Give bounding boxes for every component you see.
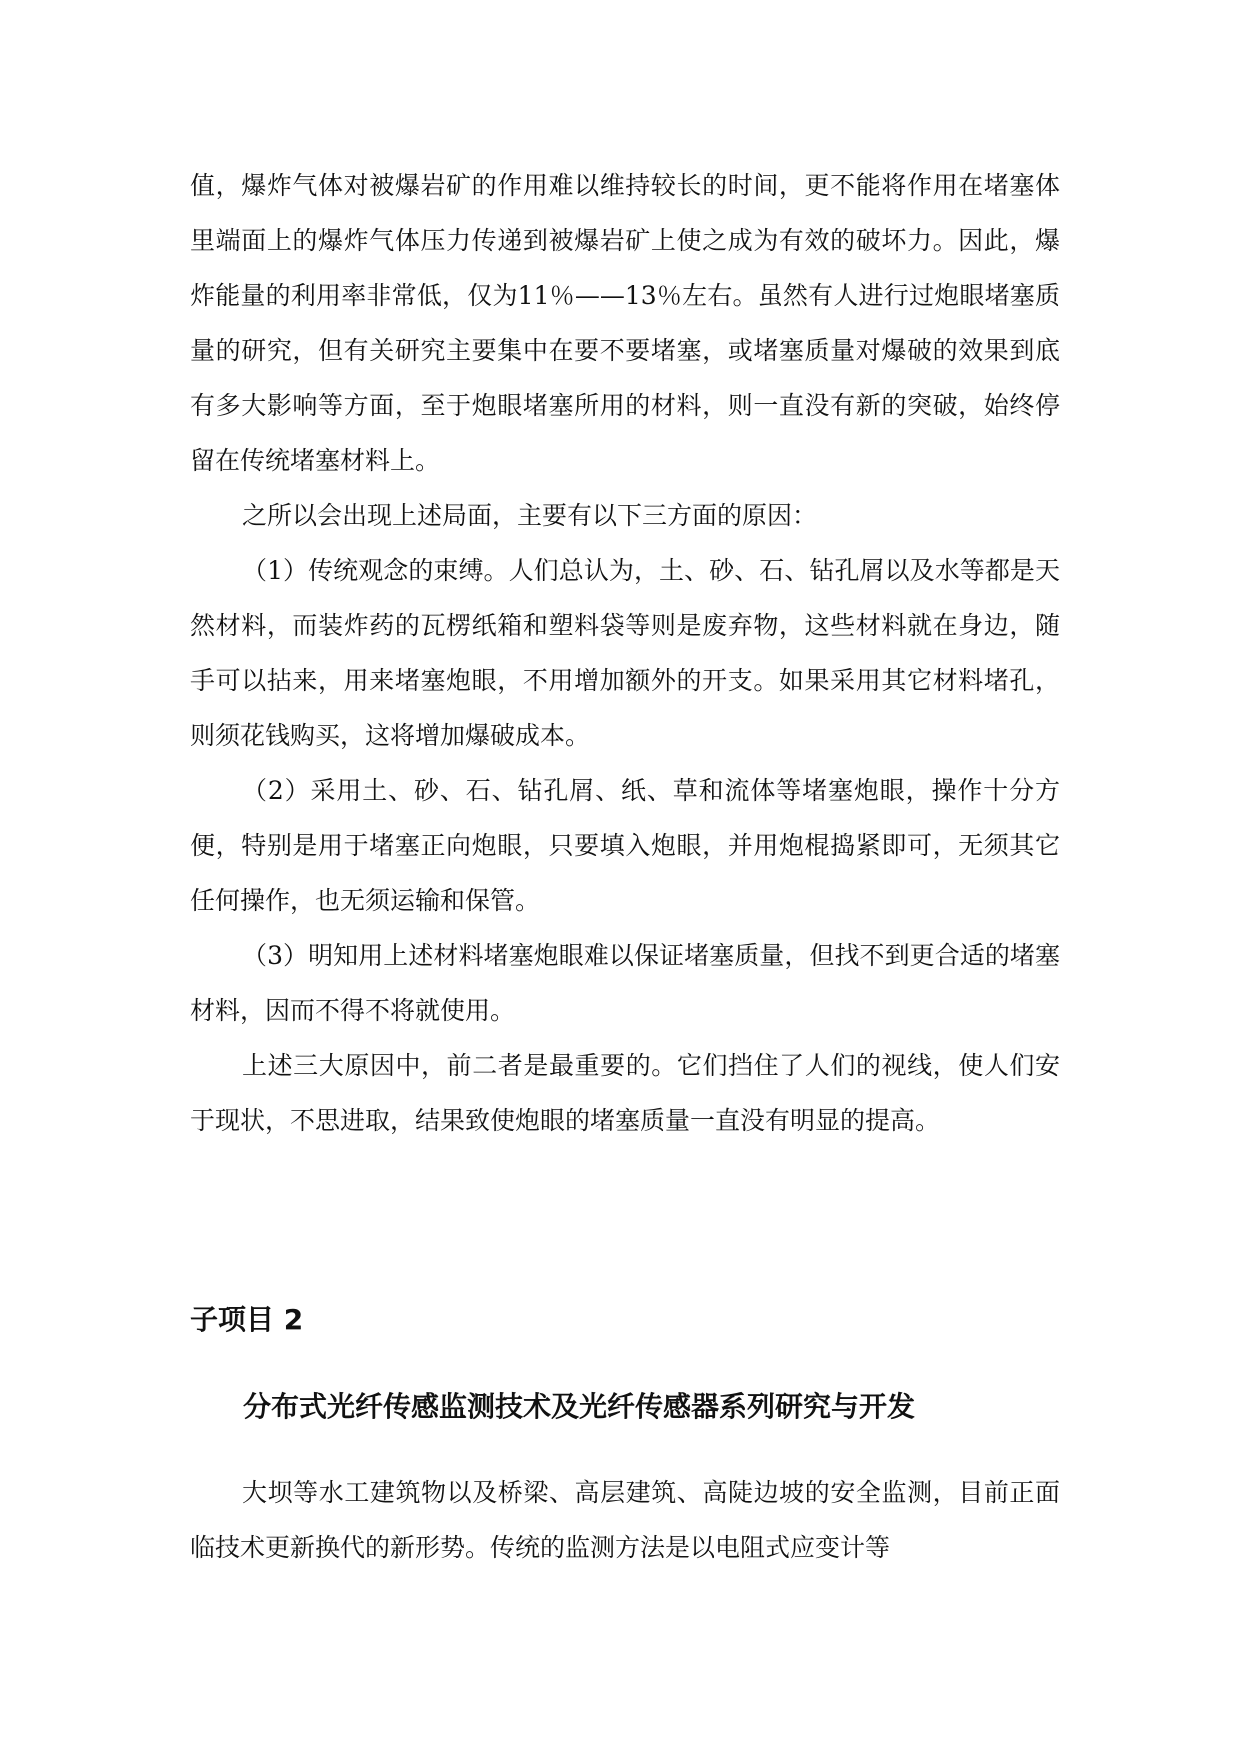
paragraph-cause-3: （3）明知用上述材料堵塞炮眼难以保证堵塞质量，但找不到更合适的堵塞材料，因而不得不将就使用。 xyxy=(190,941,1060,1025)
body-text xyxy=(190,158,1060,1148)
paragraph-cause-2: （2）采用土、砂、石、钻孔屑、纸、草和流体等堵塞炮眼，操作十分方便，特别是用于堵塞正向炮眼，只要填入炮眼，并用炮棍捣紧即可，无须其它任何操作，也无须运输和保管。 xyxy=(190,776,1060,915)
subproject-heading: 子项目 2 xyxy=(190,1303,304,1336)
subproject-paragraph: 大坝等水工建筑物以及桥梁、高层建筑、高陡边坡的安全监测，目前正面临技术更新换代的新形势。传统的监测方法是以电阻式应变计等 xyxy=(190,1478,1060,1562)
paragraph-continuation: 值，爆炸气体对被爆岩矿的作用难以维持较长的时间，更不能将作用在堵塞体里端面上的爆炸气体压力传递到被爆岩矿上使之成为有效的破坏力。因此，爆炸能量的利用率非常低，仅为11％——13％左右。虽然有人进行过炮眼堵塞质量的研究，但有关研究主要集中在要不要堵塞，或堵塞质量对爆破的效果到底有多大影响等方面，至于炮眼堵塞所用的材料，则一直没有新的突破，始终停留在传统堵塞材料上。 xyxy=(190,171,1060,475)
paragraph-cause-1: （1）传统观念的束缚。人们总认为，土、砂、石、钻孔屑以及水等都是天然材料，而装炸药的瓦楞纸箱和塑料袋等则是废弃物，这些材料就在身边，随手可以拈来，用来堵塞炮眼，不用增加额外的开支。如果采用其它材料堵孔，则须花钱购买，这将增加爆破成本。 xyxy=(190,556,1060,750)
paragraph-causes-intro: 之所以会出现上述局面，主要有以下三方面的原因： xyxy=(242,501,818,530)
subproject-body xyxy=(190,1465,1060,1575)
subproject-title: 分布式光纤传感监测技术及光纤传感器系列研究与开发 xyxy=(243,1390,916,1423)
paragraph-conclusion: 上述三大原因中，前二者是最重要的。它们挡住了人们的视线，使人们安于现状，不思进取，结果致使炮眼的堵塞质量一直没有明显的提高。 xyxy=(190,1051,1060,1135)
